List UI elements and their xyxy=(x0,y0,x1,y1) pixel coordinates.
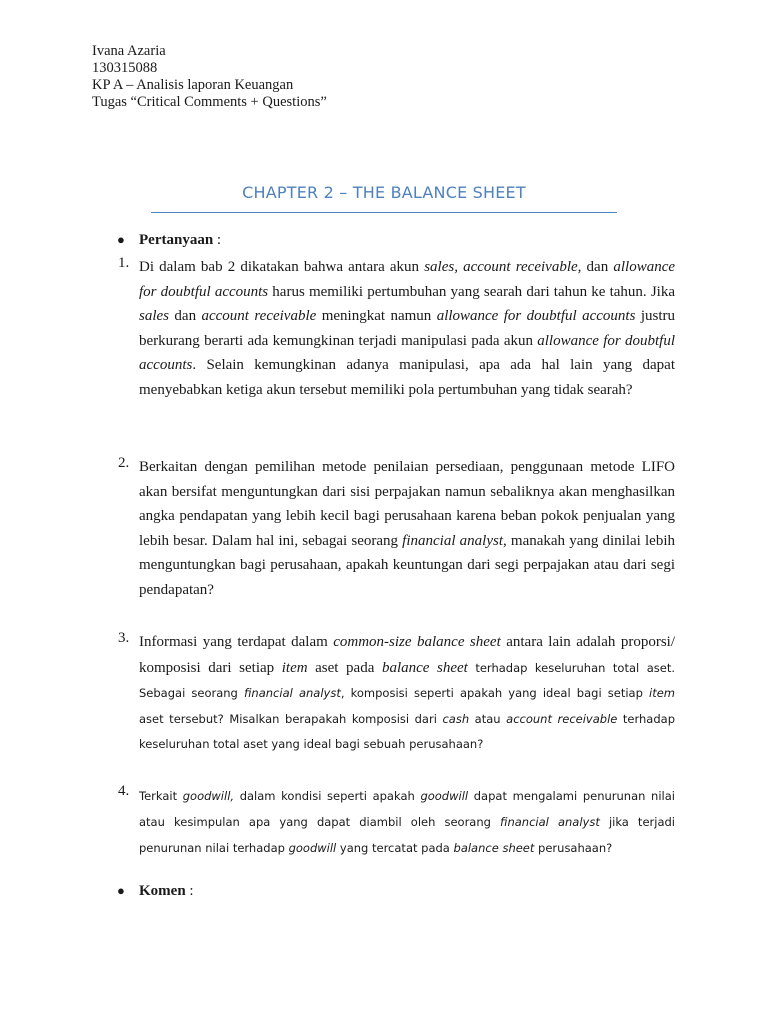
text-run: allowance for doubtful accounts xyxy=(436,308,636,324)
question-text xyxy=(139,455,675,602)
author-name: Ivana Azaria xyxy=(92,43,166,59)
question-number: 2. xyxy=(118,455,130,471)
text-run: goodwill xyxy=(288,841,337,855)
text-run: dapat mengalami penurunan nilai atau kesimpulan apa yang dapat diambil oleh seorang xyxy=(139,789,675,829)
bullet-icon: ● xyxy=(117,232,125,247)
text-run: item xyxy=(281,659,308,676)
text-run: dalam kondisi seperti apakah xyxy=(234,789,421,803)
text-run: financial analyst xyxy=(244,686,341,700)
text-run: , komposisi seperti apakah yang ideal bagi setiap xyxy=(340,686,650,700)
bullet-icon: ● xyxy=(117,883,125,898)
text-run: financial analyst xyxy=(500,815,600,829)
text-run: justru berkurang berarti ada kemungkinan terjadi manipulasi pada akun xyxy=(139,308,676,349)
text-run: meningkat namun xyxy=(316,308,437,324)
text-run: terhadap keseluruhan total aset yang ideal bagi sebuah perusahaan? xyxy=(139,711,675,751)
text-run: atau xyxy=(469,711,507,726)
text-run: balance sheet xyxy=(453,841,535,855)
text-run: sales, account receivable, xyxy=(424,259,582,275)
text-run: jika terjadi penurunan nilai terhadap xyxy=(139,815,675,855)
text-run: , manakah yang dinilai lebih menguntungkan bagi perusahaan, apakah keuntungan dari segi perpajakan atau dari segi pendapatan? xyxy=(139,532,675,598)
question-number: 4. xyxy=(118,783,130,799)
assignment-title: Tugas “Critical Comments + Questions” xyxy=(92,94,327,110)
text-run: yang tercatat pada xyxy=(336,841,454,855)
text-run: antara lain adalah proporsi/ komposisi dari setiap xyxy=(139,634,675,676)
questions-heading-colon: : xyxy=(213,232,222,248)
text-run: Berkaitan dengan pemilihan metode penilaian persediaan, penggunaan metode LIFO akan bersifat menguntungkan dari sisi perpajakan namun sebaliknya akan menghasilkan angka pendapatan yang lebih kecil bagi perusahaan karena beban pokok penjualan yang lebih besar. Dalam hal ini, sebagai seorang xyxy=(139,459,675,549)
question-text xyxy=(139,783,675,861)
text-run: Informasi yang terdapat dalam xyxy=(139,634,334,650)
text-run: goodwill, xyxy=(182,789,235,803)
chapter-title: CHAPTER 2 – THE BALANCE SHEET xyxy=(242,183,526,202)
question-text xyxy=(139,630,675,758)
question-number: 3. xyxy=(118,630,130,646)
text-run: perusahaan? xyxy=(534,841,613,855)
text-run: cash xyxy=(442,711,470,726)
document-header xyxy=(92,43,327,111)
text-run: Terkait xyxy=(139,789,183,803)
student-id: 130315088 xyxy=(92,60,158,76)
text-run: account receivable xyxy=(201,308,317,324)
questions-heading-label: Pertanyaan xyxy=(139,232,214,248)
text-run: dan xyxy=(169,308,202,324)
text-run: goodwill xyxy=(420,789,469,803)
text-run: common-size balance sheet xyxy=(333,634,501,650)
text-run: dan xyxy=(581,259,614,275)
question-text xyxy=(139,255,675,402)
course-name: KP A – Analisis laporan Keuangan xyxy=(92,77,294,93)
text-run: aset pada xyxy=(307,659,382,676)
text-run: balance sheet xyxy=(381,659,468,676)
title-underline xyxy=(151,212,617,213)
text-run: aset tersebut? Misalkan berapakah komposisi dari xyxy=(139,711,443,726)
text-run: allowance for doubtful accounts xyxy=(139,259,676,300)
comments-heading-colon: : xyxy=(185,883,194,899)
question-number: 1. xyxy=(118,255,130,271)
text-run: allowance for doubtful accounts xyxy=(139,332,675,373)
text-run: item xyxy=(649,686,676,700)
text-run: account receivable xyxy=(506,711,618,726)
text-run: . Selain kemungkinan adanya manipulasi, apa ada hal lain yang dapat menyebabkan ketiga akun tersebut memiliki pola pertumbuhan yang tidak searah? xyxy=(139,357,675,398)
text-run: financial analyst xyxy=(402,532,503,549)
text-run: Di dalam bab 2 dikatakan bahwa antara akun xyxy=(139,259,425,275)
text-run: terhadap keseluruhan total aset. Sebagai seorang xyxy=(139,660,675,700)
text-run: harus memiliki pertumbuhan yang searah dari tahun ke tahun. Jika xyxy=(268,283,675,300)
comments-heading-label: Komen xyxy=(139,883,186,899)
text-run: sales xyxy=(139,308,169,324)
